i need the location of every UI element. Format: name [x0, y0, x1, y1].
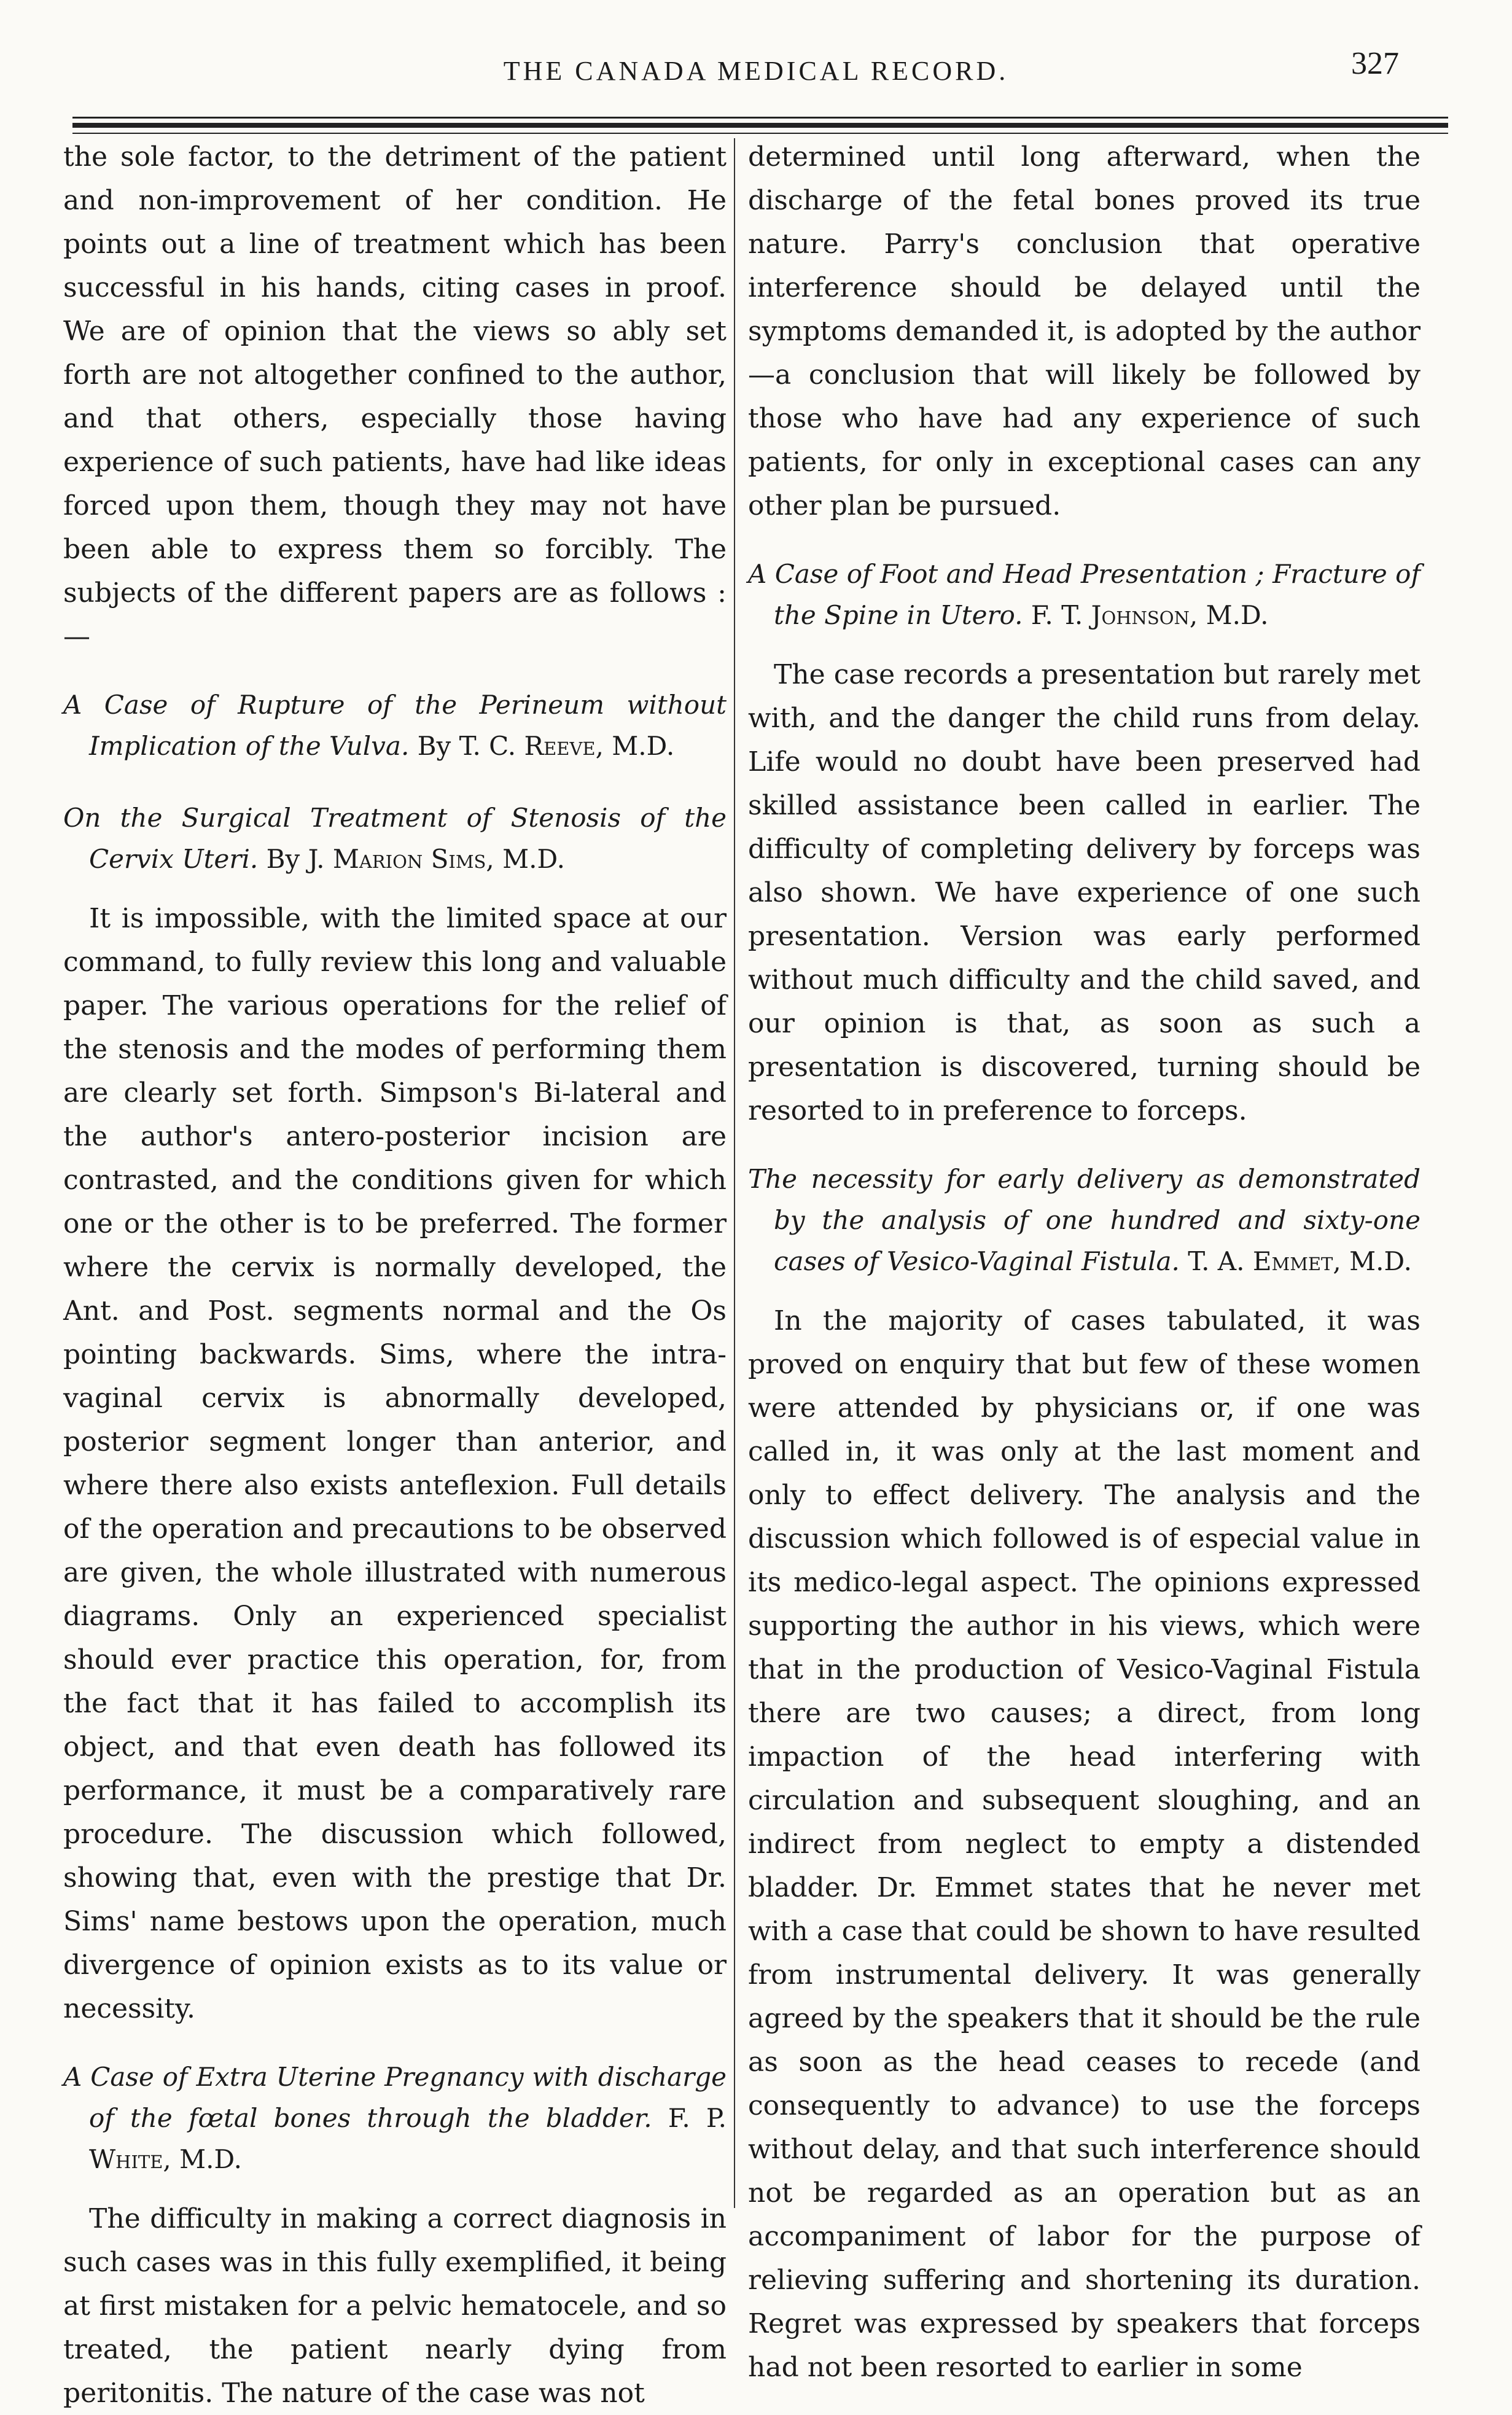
continuation-paragraph: determined until long afterward, when the discharge of the fetal bones proved its true nature. Parry's conclusion that operative interference should be delayed until the symptoms demanded it, is adopted by the author—a conclusion that will likely be followed by those who have had any experience of such patients, for only in exceptional cases can any other plan be pursued. — [748, 141, 1420, 521]
paper-body-fistula: In the majority of cases tabulated, it was proved on enquiry that but few of these women were attended by physicians or, if one was called in, it was only at the last moment and only to effect delivery. The analysis and the discussion which followed is of especial value in its medico-legal aspect. The opinions expressed supporting the author in his views, which were that in the production of Vesico-Vaginal Fistula there are two causes; a direct, from long impaction of the head interfering with circulation and subsequent sloughing, and an indirect from neglect to empty a distended bladder. Dr. Emmet states that he never met with a case that could be shown to have resulted from instrumental delivery. It was generally agreed by the speakers that it should be the rule as soon as the head ceases to recede (and consequently to advance) to use the forceps without delay, and that such interference should not be regarded as an operation but as an accompaniment of labor for the purpose of relieving suffering and shortening its duration. Regret was expressed by speakers that forceps had not been resorted to earlier in some — [748, 1305, 1420, 2383]
paper-title: On the Surgical Treatment of Stenosis of the Cervix Uteri. — [63, 803, 727, 874]
page-number: 327 — [1351, 46, 1399, 81]
paper-heading-extra-uterine — [63, 2056, 727, 2180]
paper-degree: M.D. — [612, 731, 675, 761]
paper-title: A Case of Rupture of the Perineum without Implication of the Vulva. — [63, 690, 727, 761]
column-divider — [734, 138, 735, 2208]
journal-title: THE CANADA MEDICAL RECORD. — [503, 56, 1009, 86]
running-head — [0, 37, 1512, 92]
paper-title: The necessity for early delivery as demonstrated by the analysis of one hundred and sixty-one cases of Vesico-Vaginal Fistula. — [748, 1164, 1420, 1276]
paper-degree: M.D. — [179, 2144, 243, 2174]
paper-body-stenosis: It is impossible, with the limited space at our command, to fully review this long and valuable paper. The various operations for the relief of the stenosis and the modes of performing them are clearly set forth. Simpson's Bi-lateral and the author's antero-posterior incision are contrasted, and the conditions given for which one or the other is to be preferred. The former where the cervix is normally developed, the Ant. and Post. segments normal and the Os pointing backwards. Sims, where the intra-vaginal cervix is abnormally developed, posterior segment longer than anterior, and where there also exists anteflexion. Full details of the operation and precautions to be observed are given, the whole illustrated with numerous diagrams. Only an experienced specialist should ever practice this operation, for, from the fact that it has failed to accomplish its object, and that even death has followed its performance, it must be a comparatively rare procedure. The discussion which followed, showing that, even with the prestige that Dr. Sims' name bestows upon the operation, much divergence of opinion exists as to its value or necessity. — [63, 903, 727, 2024]
paper-heading-fistula — [748, 1158, 1420, 1282]
paper-author: J. Marion Sims, — [308, 844, 494, 874]
header-rule-top — [72, 117, 1448, 119]
header-rule-bottom — [72, 133, 1448, 134]
paper-heading-stenosis — [63, 797, 727, 880]
byline-by: By — [417, 731, 451, 761]
paper-degree: M.D. — [502, 844, 565, 874]
header-rule-thick — [72, 123, 1448, 128]
paper-heading-foot-head — [748, 553, 1420, 636]
paper-title: A Case of Foot and Head Presentation ; Fracture of the Spine in Utero. — [748, 559, 1420, 630]
paper-author: T. C. Reeve, — [459, 731, 604, 761]
left-column — [63, 135, 727, 2415]
intro-paragraph: the sole factor, to the detriment of the patient and non-improvement of her condition. He points out a line of treatment which has been successful in his hands, citing cases in proof. We are of opinion that the views so ably set forth are not altogether confined to the author, and that others, especially those having experience of such patients, have had like ideas forced upon them, though they may not have been able to express them so forcibly. The subjects of the different papers are as follows :— — [63, 141, 727, 652]
paper-title: A Case of Extra Uterine Pregnancy with discharge of the fœtal bones through the bladder. — [63, 2062, 727, 2133]
right-column — [748, 135, 1420, 2389]
paper-body-foot-head: The case records a presentation but rarely met with, and the danger the child runs from delay. Life would no doubt have been preserved had skilled assistance been called in earlier. The difficulty of completing delivery by forceps was also shown. We have experience of one such presentation. Version was early performed without much difficulty and the child saved, and our opinion is that, as soon as such a presentation is discovered, turning should be resorted to in preference to forceps. — [748, 659, 1420, 1126]
paper-heading-perineum — [63, 684, 727, 767]
paper-body-extra-uterine: The difficulty in making a correct diagnosis in such cases was in this fully exemplified, it being at first mistaken for a pelvic hematocele, and so treated, the patient nearly dying from peritonitis. The nature of the case was not — [63, 2203, 727, 2409]
paper-author: T. A. Emmet, — [1188, 1246, 1341, 1276]
paper-degree: M.D. — [1349, 1246, 1412, 1276]
byline-by: By — [266, 844, 300, 874]
paper-author: F. P. White, — [89, 2103, 727, 2174]
paper-degree: M.D. — [1206, 600, 1269, 630]
paper-author: F. T. Johnson, — [1031, 600, 1198, 630]
